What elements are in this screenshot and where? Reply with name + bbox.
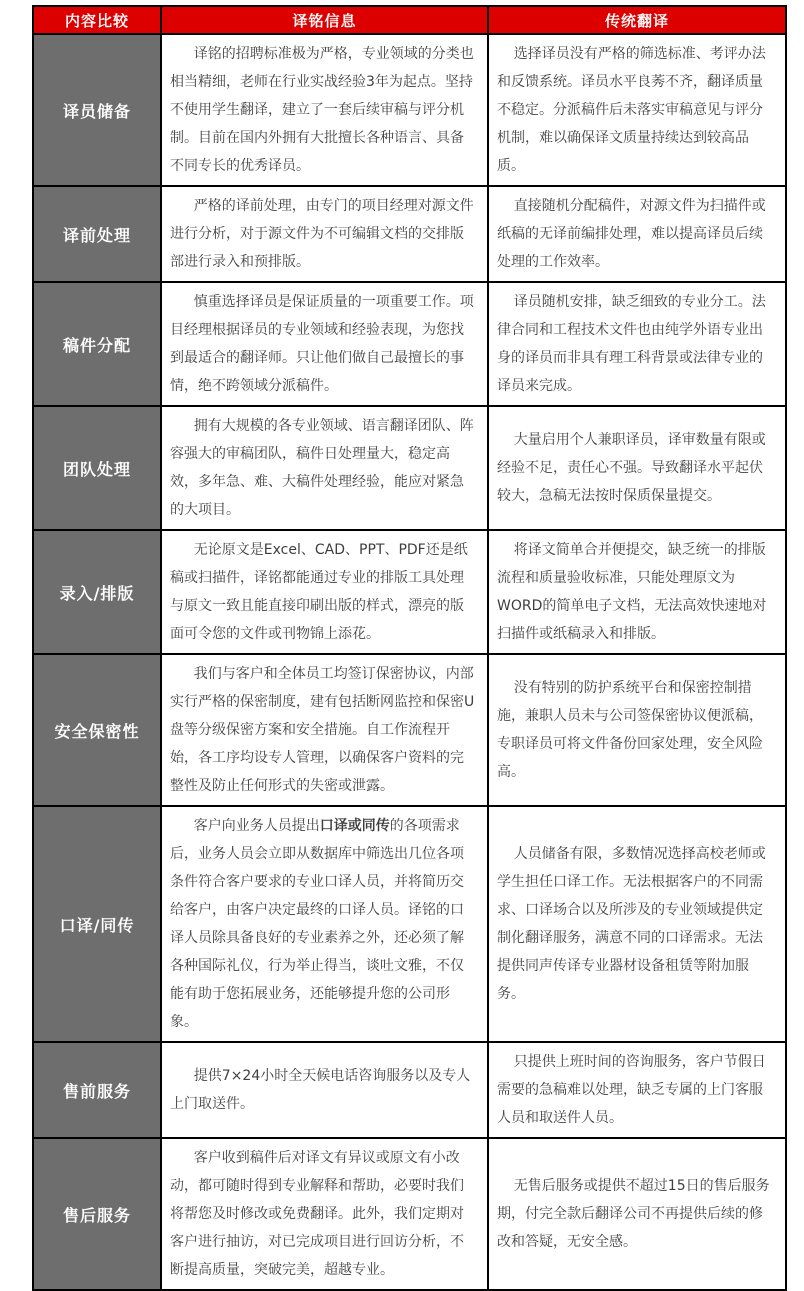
table-row (33, 406, 786, 530)
table-header (33, 6, 786, 34)
cell-text: 客户收到稿件后对译文有异议或原文有小改动，都可随时得到专业解释和帮助，必要时我们将帮您及时修改或免费翻译。此外，我们定期对客户进行抽访，对已完成项目进行回访分析，不断提高质量，突破完美，超越专业。 (170, 1150, 464, 1278)
traditional-translation-cell (488, 1042, 786, 1138)
cell-text: 人员储备有限，多数情况选择高校老师或学生担任口译工作。无法根据客户的不同需求、口译场合以及所涉及的专业领域提供定制化翻译服务，满意不同的口译需求。无法提供同声传译专业器材设备租赁等附加服务。 (497, 846, 766, 1002)
yiming-info-cell (161, 186, 488, 282)
yiming-info-cell (161, 1138, 488, 1290)
header-row (33, 6, 786, 34)
yiming-info-cell (161, 34, 488, 186)
row-label: 售后服务 (33, 1138, 161, 1290)
table-row (33, 530, 786, 654)
header-content-compare: 内容比较 (33, 6, 161, 34)
cell-text: 将译文简单合并便提交，缺乏统一的排版流程和质量验收标准，只能处理原文为WORD的简单电子文档，无法高效快速地对扫描件或纸稿录入和排版。 (497, 542, 767, 642)
cell-text: 客户向业务人员提出口译或同传的各项需求后，业务人员会立即从数据库中筛选出几位各项条件符合客户要求的专业口译人员，并将简历交给客户，由客户决定最终的口译人员。译铭的口译人员除具备良好的专业素养之外，还必须了解各种国际礼仪，行为举止得当，谈吐文雅，不仅能有助于您拓展业务，还能够提升您的公司形象。 (170, 818, 464, 1030)
table-row (33, 282, 786, 406)
traditional-translation-cell (488, 406, 786, 530)
cell-text: 选择译员没有严格的筛选标准、考评办法和反馈系统。译员水平良莠不齐，翻译质量不稳定。分派稿件后未落实审稿意见与评分机制，难以确保译文质量持续达到较高品质。 (497, 46, 766, 174)
row-label: 录入/排版 (33, 530, 161, 654)
cell-text: 慎重选择译员是保证质量的一项重要工作。项目经理根据译员的专业领域和经验表现，为您找到最适合的翻译师。只让他们做自己最擅长的事情，绝不跨领域分派稿件。 (170, 294, 474, 394)
cell-text: 严格的译前处理，由专门的项目经理对源文件进行分析，对于源文件为不可编辑文档的交排版部进行录入和预排版。 (170, 198, 474, 270)
row-label: 安全保密性 (33, 654, 161, 806)
cell-text: 没有特别的防护系统平台和保密控制措施，兼职人员未与公司签保密协议便派稿，专职译员可将文件备份回家处理，安全风险高。 (497, 680, 763, 780)
yiming-info-cell (161, 806, 488, 1042)
table-row (33, 1042, 786, 1138)
traditional-translation-cell (488, 654, 786, 806)
yiming-info-cell (161, 530, 488, 654)
yiming-info-cell (161, 406, 488, 530)
cell-text: 无论原文是Excel、CAD、PPT、PDF还是纸稿或扫描件，译铭都能通过专业的排版工具处理与原文一致且能直接印刷出版的样式，漂亮的版面可令您的文件或刊物锦上添花。 (170, 542, 468, 642)
yiming-info-cell (161, 282, 488, 406)
traditional-translation-cell (488, 282, 786, 406)
header-traditional-translation: 传统翻译 (488, 6, 786, 34)
row-label: 译前处理 (33, 186, 161, 282)
yiming-info-cell (161, 654, 488, 806)
row-label: 稿件分配 (33, 282, 161, 406)
cell-text: 译铭的招聘标准极为严格，专业领域的分类也相当精细，老师在行业实战经验3年为起点。坚持不使用学生翻译，建立了一套后续审稿与评分机制。目前在国内外拥有大批擅长各种语言、具备不同专长的优秀译员。 (170, 46, 474, 174)
cell-text: 直接随机分配稿件，对源文件为扫描件或纸稿的无译前编排处理，难以提高译员后续处理的工作效率。 (497, 198, 766, 270)
row-label: 售前服务 (33, 1042, 161, 1138)
traditional-translation-cell (488, 530, 786, 654)
header-yiming-info: 译铭信息 (161, 6, 488, 34)
cell-text: 拥有大规模的各专业领域、语言翻译团队、阵容强大的审稿团队，稿件日处理量大，稳定高效，多年急、难、大稿件处理经验，能应对紧急的大项目。 (170, 418, 474, 518)
row-label: 团队处理 (33, 406, 161, 530)
cell-text: 提供7×24小时全天候电话咨询服务以及专人上门取送件。 (170, 1068, 471, 1112)
cell-text: 译员随机安排，缺乏细致的专业分工。法律合同和工程技术文件也由纯学外语专业出身的译员而非具有理工科背景或法律专业的译员来完成。 (497, 294, 766, 394)
row-label: 口译/同传 (33, 806, 161, 1042)
traditional-translation-cell (488, 34, 786, 186)
table-body (33, 34, 786, 1290)
cell-text: 我们与客户和全体员工均签订保密协议，内部实行严格的保密制度，建有包括断网监控和保密U盘等分级保密方案和安全措施。自工作流程开始，各工序均设专人管理，以确保客户资料的完整性及防止任何形式的失密或泄露。 (170, 666, 475, 794)
table-row (33, 34, 786, 186)
traditional-translation-cell (488, 1138, 786, 1290)
yiming-info-cell (161, 1042, 488, 1138)
row-label: 译员储备 (33, 34, 161, 186)
cell-text: 无售后服务或提供不超过15日的售后服务期，付完全款后翻译公司不再提供后续的修改和答疑，无安全感。 (497, 1178, 770, 1250)
traditional-translation-cell (488, 806, 786, 1042)
cell-text: 只提供上班时间的咨询服务，客户节假日需要的急稿难以处理，缺乏专属的上门客服人员和取送件人员。 (497, 1054, 766, 1126)
traditional-translation-cell (488, 186, 786, 282)
table-row (33, 806, 786, 1042)
comparison-table (32, 5, 787, 1291)
cell-text: 大量启用个人兼职译员，译审数量有限或经验不足，责任心不强。导致翻译水平起伏较大，急稿无法按时保质保量提交。 (497, 432, 766, 504)
table-row (33, 1138, 786, 1290)
table-row (33, 186, 786, 282)
table-row (33, 654, 786, 806)
